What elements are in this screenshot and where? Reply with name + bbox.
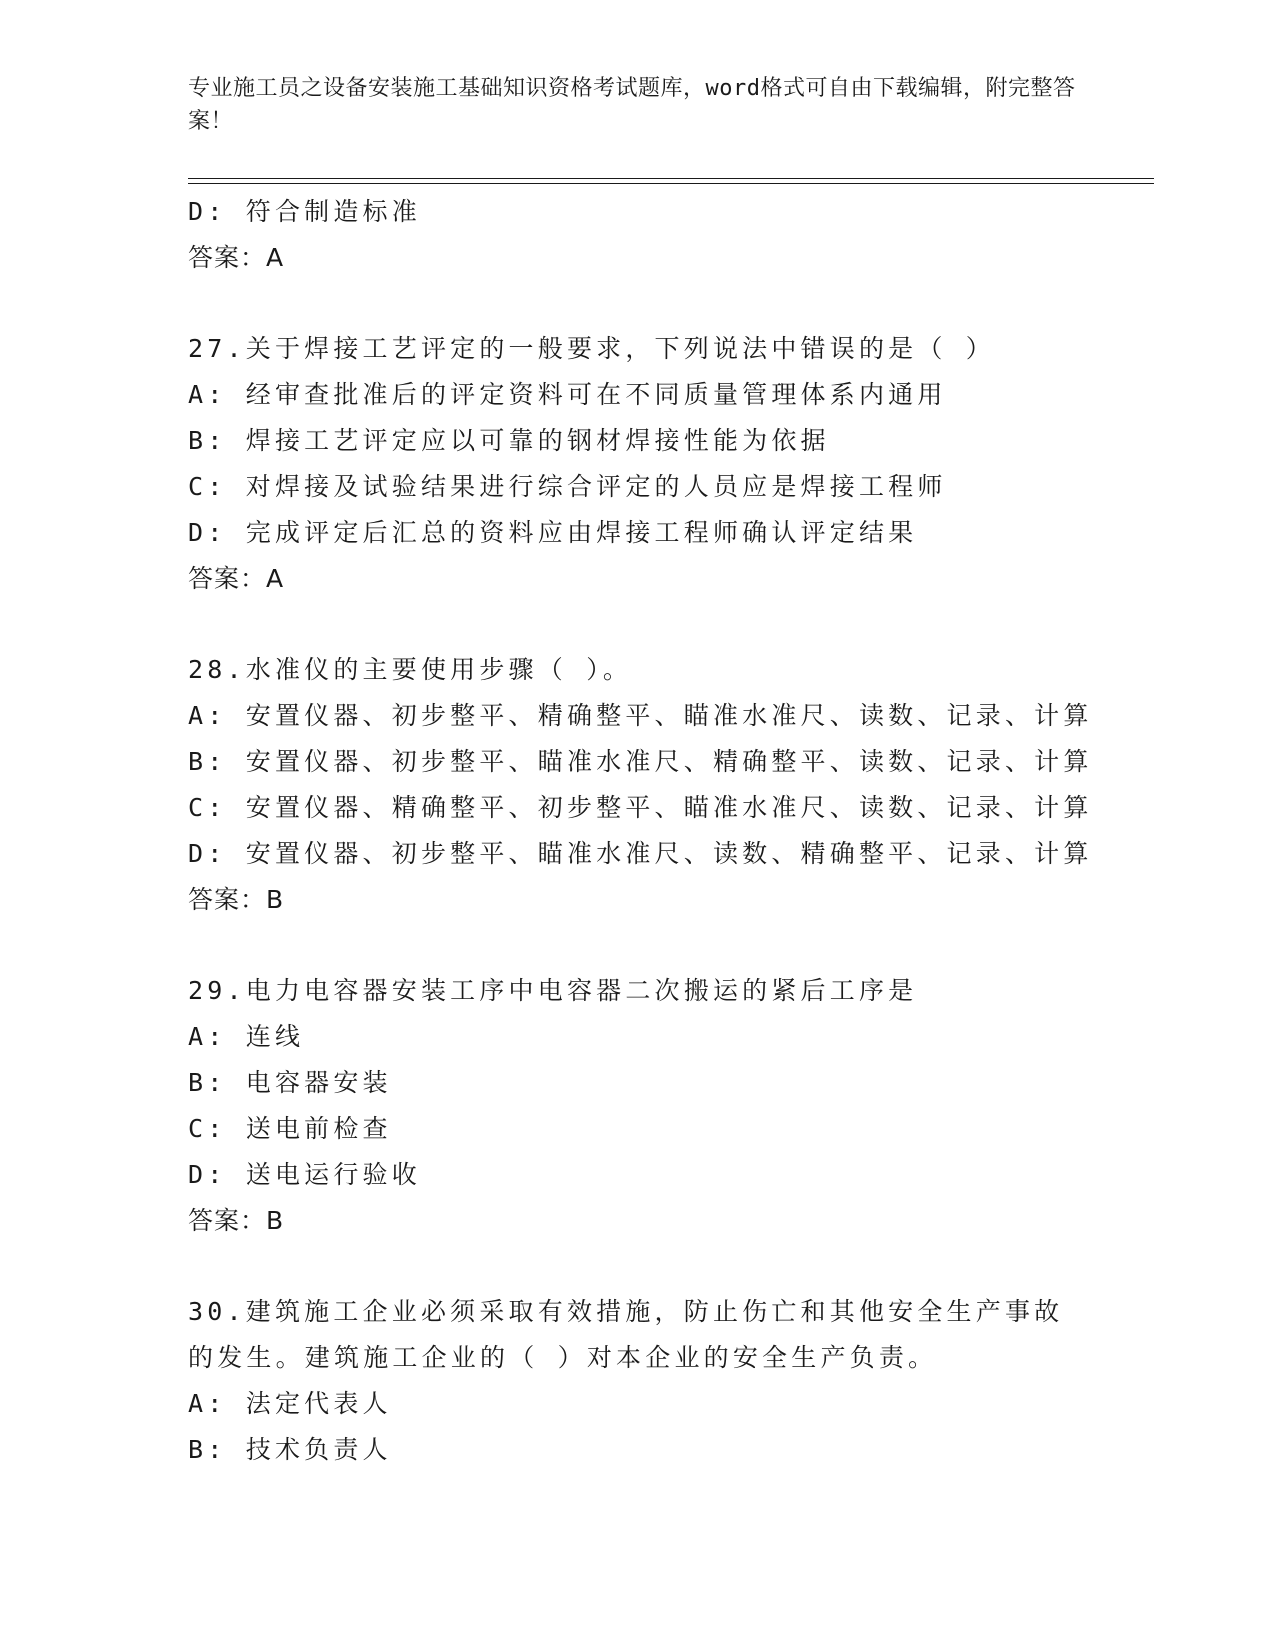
option-a: A: 经审查批准后的评定资料可在不同质量管理体系内通用 bbox=[188, 380, 947, 409]
option-a: A: 连线 bbox=[188, 1022, 305, 1051]
document-body bbox=[188, 189, 1093, 1473]
option-c: C: 送电前检查 bbox=[188, 1114, 392, 1143]
header-rule-top bbox=[188, 178, 1154, 179]
option-c: C: 对焊接及试验结果进行综合评定的人员应是焊接工程师 bbox=[188, 472, 947, 501]
spacer bbox=[188, 281, 1088, 326]
option-b: B: 焊接工艺评定应以可靠的钢材焊接性能为依据 bbox=[188, 426, 830, 455]
spacer bbox=[188, 1244, 1088, 1289]
option-d: D: 安置仪器、初步整平、瞄准水准尺、读数、精确整平、记录、计算 bbox=[188, 839, 1093, 868]
question-30 bbox=[188, 1289, 1088, 1473]
answer-line: 答案：B bbox=[188, 885, 285, 914]
answer-line: 答案：A bbox=[188, 243, 285, 272]
question-stem: 29.电力电容器安装工序中电容器二次搬运的紧后工序是 bbox=[188, 976, 918, 1005]
option-b: B: 技术负责人 bbox=[188, 1435, 392, 1464]
question-28 bbox=[188, 647, 1093, 923]
option-b: B: 安置仪器、初步整平、瞄准水准尺、精确整平、读数、记录、计算 bbox=[188, 747, 1093, 776]
option-c: C: 安置仪器、精确整平、初步整平、瞄准水准尺、读数、记录、计算 bbox=[188, 793, 1093, 822]
question-27 bbox=[188, 326, 1088, 602]
answer-line: 答案：B bbox=[188, 1206, 285, 1235]
question-stem: 28.水准仪的主要使用步骤（ ）。 bbox=[188, 655, 633, 684]
spacer bbox=[188, 602, 1088, 647]
header-rule-bottom bbox=[188, 183, 1154, 184]
question-stem: 27.关于焊接工艺评定的一般要求，下列说法中错误的是（ ） bbox=[188, 334, 996, 363]
option-a: A: 法定代表人 bbox=[188, 1389, 392, 1418]
option-d: D: 完成评定后汇总的资料应由焊接工程师确认评定结果 bbox=[188, 518, 918, 547]
question-29 bbox=[188, 968, 1088, 1244]
answer-line: 答案：A bbox=[188, 564, 285, 593]
option-d: D: 符合制造标准 bbox=[188, 197, 421, 226]
document-header: 专业施工员之设备安装施工基础知识资格考试题库，word格式可自由下载编辑，附完整答案！ bbox=[188, 76, 1076, 134]
option-d: D: 送电运行验收 bbox=[188, 1160, 421, 1189]
question-stem: 30.建筑施工企业必须采取有效措施，防止伤亡和其他安全生产事故的发生。建筑施工企业的（ ）对本企业的安全生产负责。 bbox=[188, 1297, 1064, 1372]
spacer bbox=[188, 923, 1088, 968]
option-a: A: 安置仪器、初步整平、精确整平、瞄准水准尺、读数、记录、计算 bbox=[188, 701, 1093, 730]
option-b: B: 电容器安装 bbox=[188, 1068, 392, 1097]
